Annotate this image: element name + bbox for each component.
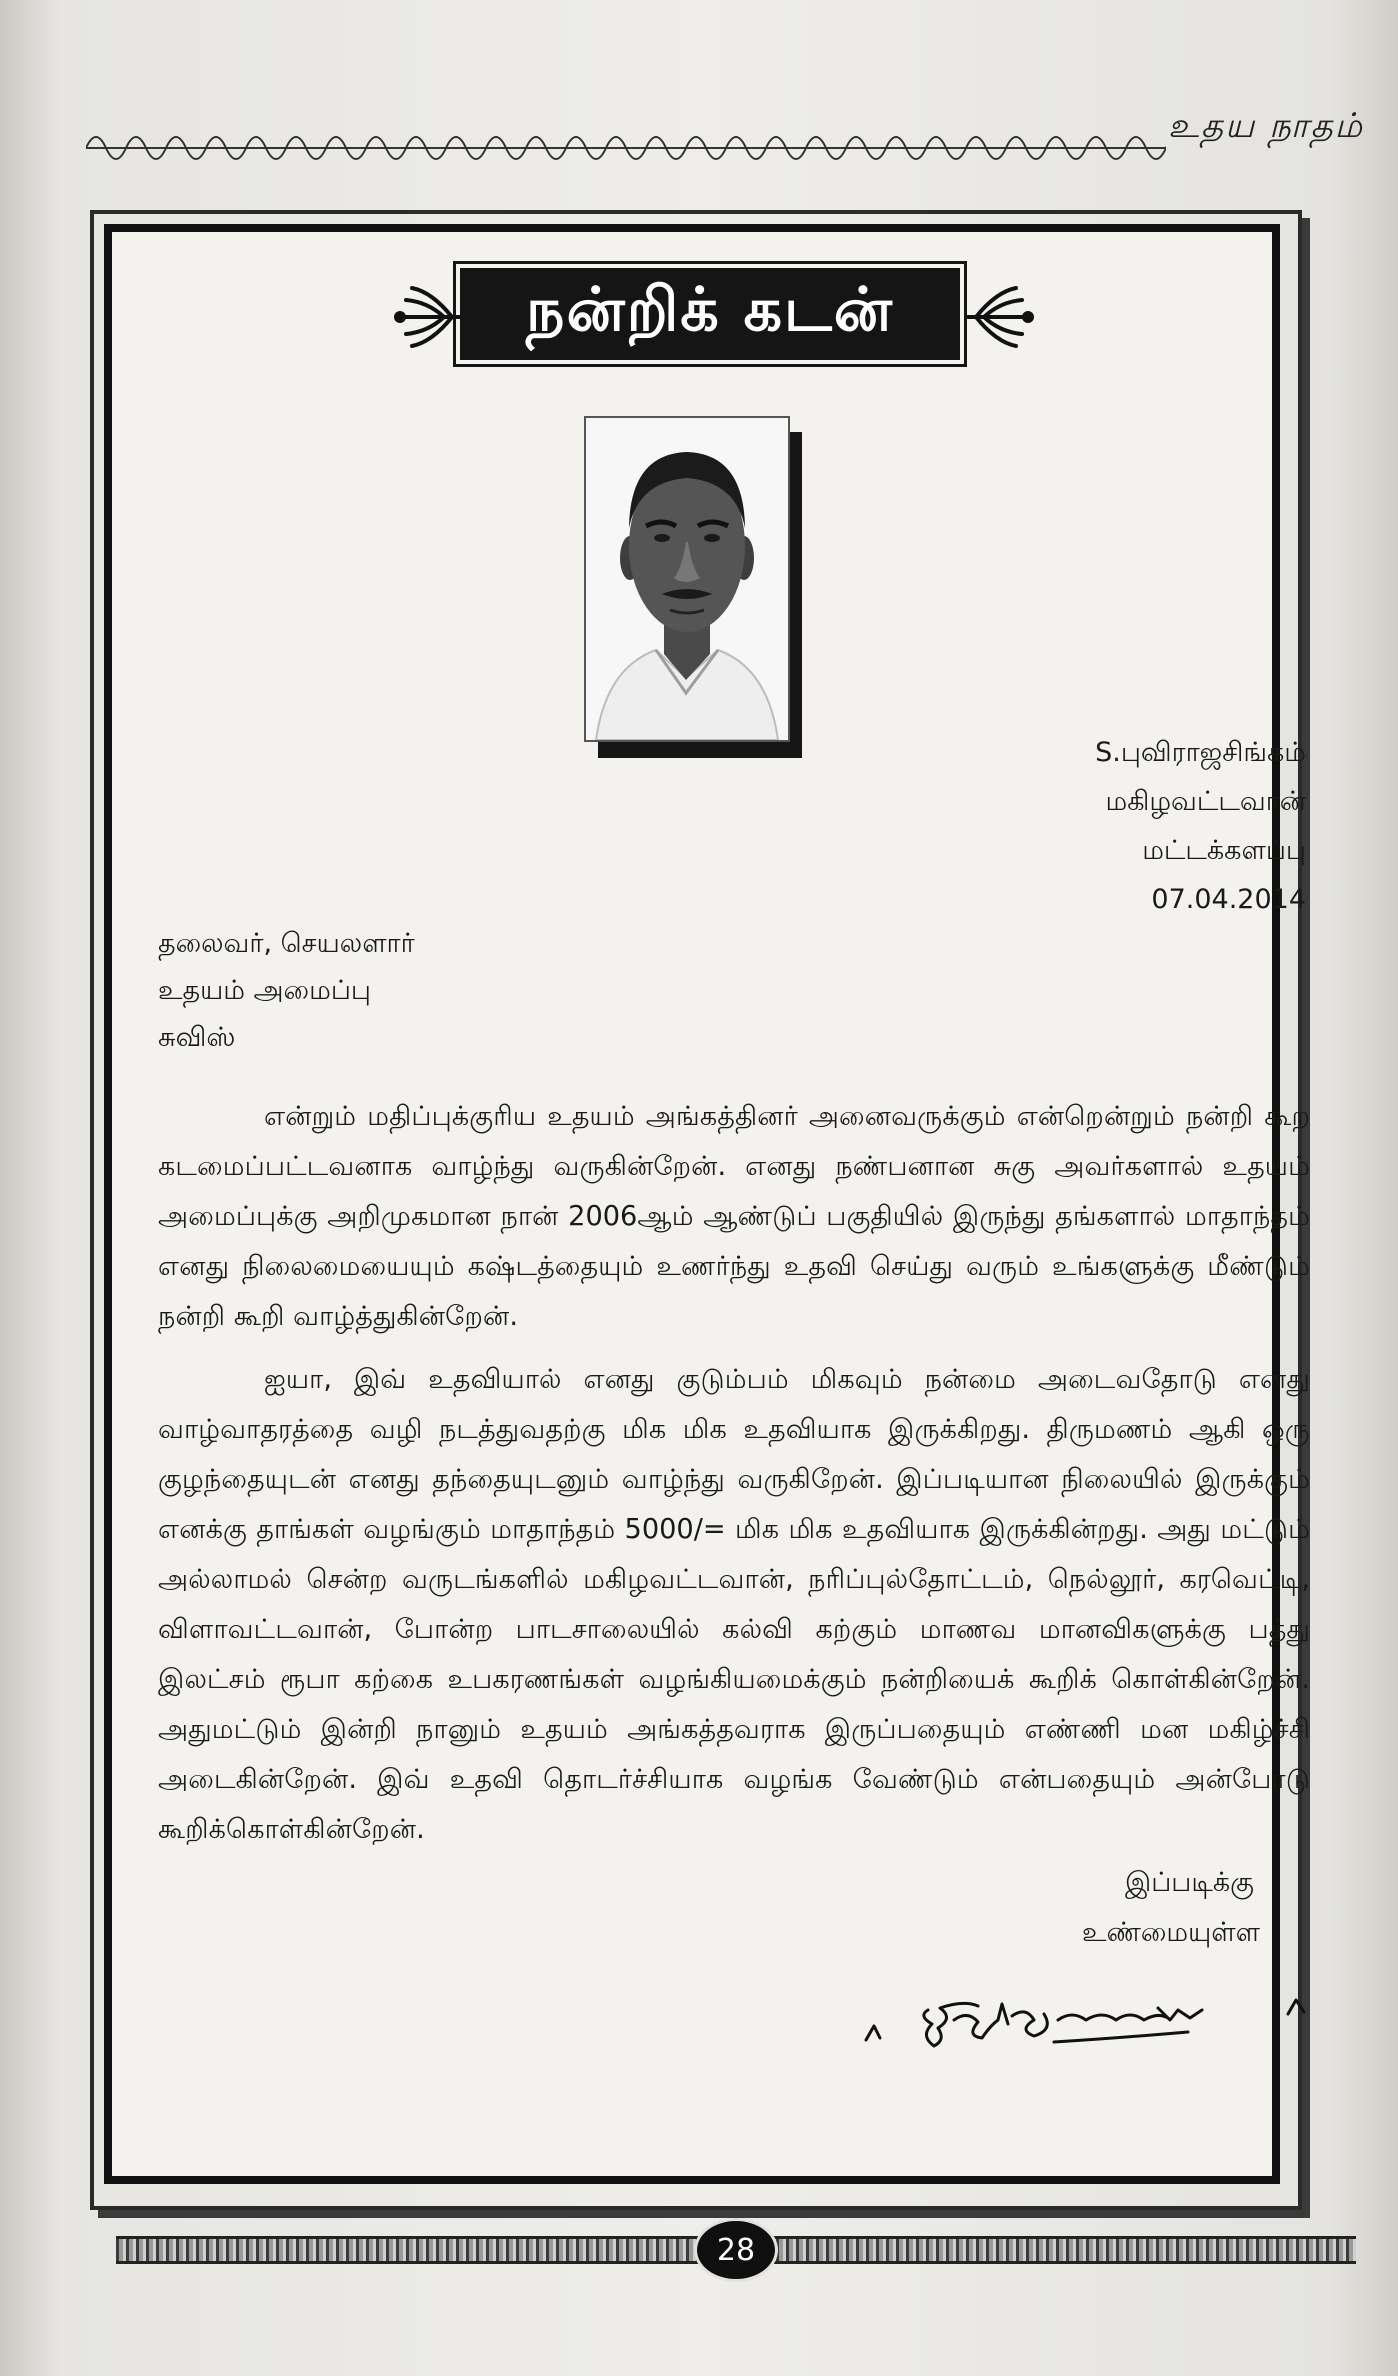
letter-date: 07.04.2014 [1151, 884, 1306, 915]
portrait-image [586, 418, 788, 740]
header-ornament [86, 118, 1166, 166]
recipient-line-2: உதயம் அமைப்பு [158, 975, 372, 1006]
recipient-address [158, 920, 658, 1061]
recipient-line-3: சுவிஸ் [158, 1022, 236, 1053]
portrait-photo [584, 416, 790, 742]
sender-address [906, 728, 1306, 924]
closing-block [860, 1858, 1260, 1958]
flourish-right-icon [966, 282, 1036, 352]
sender-place-2: மட்டக்களப்பு [1142, 835, 1306, 866]
title-banner [396, 262, 1036, 372]
page-number: 28 [694, 2218, 778, 2282]
running-header-title: உதய நாதம் [1168, 106, 1365, 146]
closing-line-1: இப்படிக்கு [1124, 1867, 1254, 1898]
sender-place-1: மகிழவட்டவான் [1105, 786, 1306, 817]
recipient-line-1: தலைவர், செயலளார் [158, 928, 415, 959]
article-title: நன்றிக் கடன் [460, 268, 960, 360]
closing-line-2: உண்மையுள்ள [1081, 1917, 1260, 1948]
sender-name: S.புவிராஜசிங்கம் [1095, 737, 1306, 768]
handwritten-signature [858, 1980, 1318, 2060]
body-paragraph-2: ஐயா, இவ் உதவியால் எனது குடும்பம் மிகவும் நன்மை அடைவதோடு எனது வாழ்வாதரத்தை வழி நடத்துவதற்கு மிக மிக உதவியாக இருக்கிறது. திருமணம் ஆகி ஒரு குழந்தையுடன் எனது தந்தையுடனும் வாழ்ந்து வருகிறேன். இப்படியான நிலையில் இருக்கும் எனக்கு தாங்கள் வழங்கும் மாதாந்தம் 5000/= மிக மிக உதவியாக இருக்கின்றது. அது மட்டும் அல்லாமல் சென்ற வருடங்களில் மகிழவட்டவான், நரிப்புல்தோட்டம், நெல்லூர், கரவெட்டி, விளாவட்டவான், போன்ற பாடசாலையில் கல்வி கற்கும் மாணவ மானவிகளுக்கு பத்து இலட்சம் ரூபா கற்கை உபகரணங்கள் வழங்கியமைக்கும் நன்றியைக் கூறிக் கொள்கின்றேன். அதுமட்டும் இன்றி நானும் உதயம் அங்கத்தவராக இருப்பதையும் எண்ணி மன மகிழ்ச்சி அடைகின்றேன். இவ் உதவி தொடர்ச்சியாக வழங்க வேண்டும் என்பதையும் அன்போடு கூறிக்கொள்கின்றேன். [158, 1364, 1310, 1845]
body-paragraph-1: என்றும் மதிப்புக்குரிய உதயம் அங்கத்தினர் அனைவருக்கும் என்றென்றும் நன்றி கூற கடமைப்பட்டவனாக வாழ்ந்து வருகின்றேன். எனது நண்பனான சுகு அவர்களால் உதயம் அமைப்புக்கு அறிமுகமான நான் 2006ஆம் ஆண்டுப் பகுதியில் இருந்து தங்களால் மாதாந்தம் எனது நிலைமையையும் கஷ்டத்தையும் உணர்ந்து உதவி செய்து வரும் உங்களுக்கு மீண்டும் நன்றி கூறி வாழ்த்துகின்றேன். [158, 1101, 1310, 1332]
flourish-left-icon [392, 282, 462, 352]
